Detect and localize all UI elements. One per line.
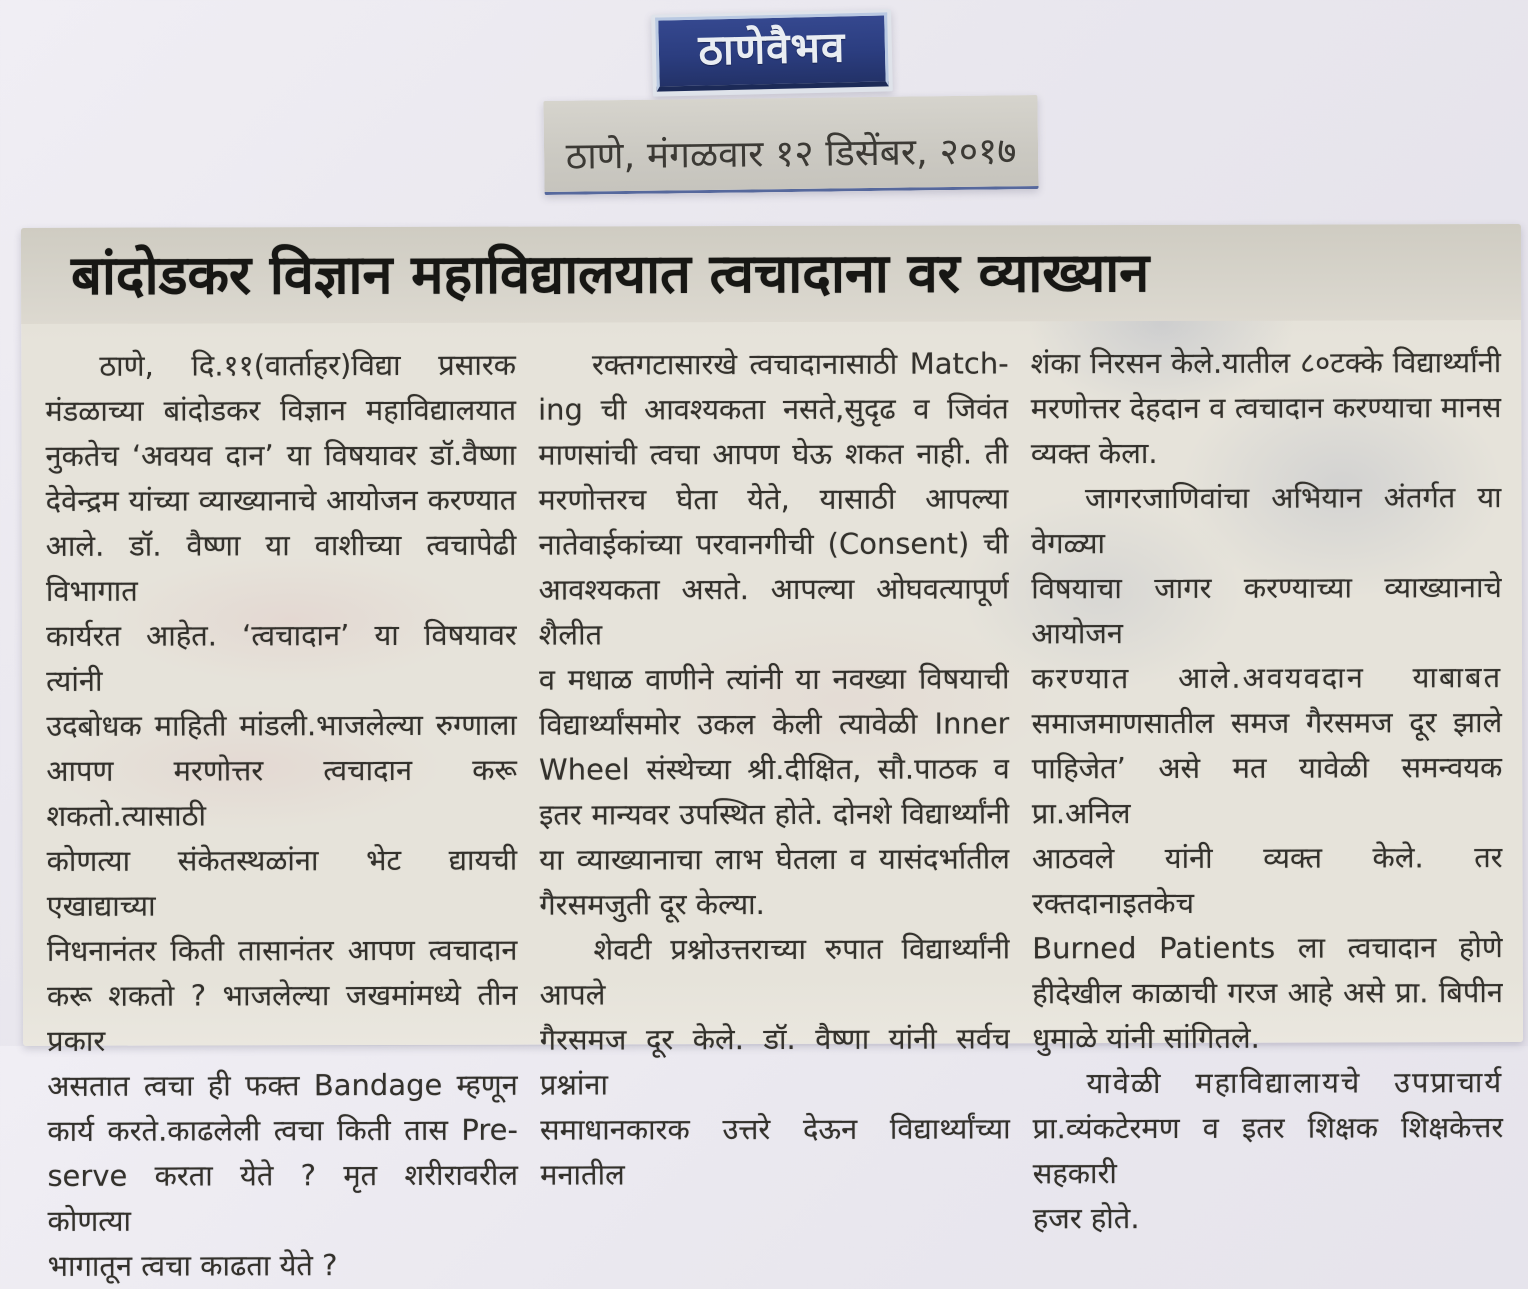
text-line: धुमाळे यांनी सांगितले. bbox=[1032, 1020, 1260, 1056]
text-line: रक्तगटासारखे त्वचादानासाठी Match- bbox=[591, 346, 1009, 382]
text-line: करण्यात आले.अवयवदान याबाबत bbox=[1031, 660, 1503, 696]
text-line: उदबोधक माहिती मांडली.भाजलेल्या रुग्णाला bbox=[46, 707, 517, 743]
text-line: गैरसमज दूर केले. डॉ. वैष्णा यांनी सर्वच प्रश्नांना bbox=[539, 1021, 1011, 1102]
text-line: देवेन्द्रम यांच्या व्याख्यानाचे आयोजन करण्यात bbox=[45, 482, 517, 518]
text-line: मरणोत्तरच घेता येते, यासाठी आपल्या bbox=[538, 481, 1010, 517]
text-line: Burned Patients ला त्वचादान होणे bbox=[1032, 930, 1503, 966]
dateline-clipping bbox=[543, 95, 1038, 195]
text-line: जागरजाणिवांचा अभियान अंतर्गत या वेगळ्या bbox=[1031, 480, 1502, 561]
text-line: माणसांची त्वचा आपण घेऊ शकत नाही. ती bbox=[538, 436, 1009, 472]
masthead-clipping bbox=[651, 9, 893, 96]
text-line: कार्यरत आहेत. ‘त्वचादान’ या विषयावर त्यांनी bbox=[45, 617, 517, 698]
dateline-text: ठाणे, मंगळवार १२ डिसेंबर, २०१७ bbox=[565, 129, 1017, 178]
text-line: मरणोत्तर देहदान व त्वचादान करण्याचा मानस bbox=[1030, 390, 1502, 426]
text-line: नुकतेच ‘अवयव दान’ या विषयावर डॉ.वैष्णा bbox=[45, 437, 517, 473]
text-line: कोणत्या संकेतस्थळांना भेट द्यायची एखाद्याच्या bbox=[46, 842, 518, 923]
text-line: ing ची आवश्यकता नसते,सुदृढ व जिवंत bbox=[538, 391, 1009, 427]
text-line: पाहिजेत’ असे मत यावेळी समन्वयक प्रा.अनिल bbox=[1031, 750, 1503, 831]
headline-band bbox=[21, 224, 1521, 324]
article-headline: बांदोडकर विज्ञान महाविद्यालयात त्वचादाना वर व्याख्यान bbox=[70, 241, 1150, 307]
article-column-1 bbox=[45, 343, 518, 1289]
text-line: गैरसमजुती दूर केल्या. bbox=[539, 887, 765, 922]
article-column-2 bbox=[538, 341, 1011, 1287]
text-line: आले. डॉ. वैष्णा या वाशीच्या त्वचापेढी विभागात bbox=[45, 527, 517, 608]
text-line: कार्य करते.काढलेली त्वचा किती तास Pre- bbox=[47, 1112, 519, 1148]
text-line: serve करता येते ? मृत शरीरावरील कोणत्या bbox=[47, 1157, 519, 1238]
masthead-logo bbox=[655, 12, 889, 91]
text-line: विषयाचा जागर करण्याच्या व्याख्यानाचे आयोजन bbox=[1031, 570, 1502, 651]
text-line: व्यक्त केला. bbox=[1030, 435, 1158, 471]
text-line: भागातून त्वचा काढता येते ? bbox=[47, 1248, 338, 1283]
text-line: समाधानकारक उत्तरे देऊन विद्यार्थ्यांच्या मनातील bbox=[539, 1111, 1011, 1192]
text-line: हजर होते. bbox=[1032, 1201, 1140, 1236]
text-line: आवश्यकता असते. आपल्या ओघवत्यापूर्ण शैलीत bbox=[538, 571, 1010, 652]
text-line: इतर मान्यवर उपस्थित होते. दोनशे विद्यार्थ्यांनी bbox=[539, 796, 1010, 832]
text-line: हीदेखील काळाची गरज आहे असे प्रा. बिपीन bbox=[1032, 975, 1503, 1011]
text-line: असतात त्वचा ही फक्त Bandage म्हणून bbox=[47, 1067, 518, 1103]
text-line: मंडळाच्या बांदोडकर विज्ञान महाविद्यालयात bbox=[45, 392, 517, 428]
text-line: निधनानंतर किती तासानंतर आपण त्वचादान bbox=[46, 932, 518, 968]
text-line: यावेळी महाविद्यालायचे उपप्राचार्य bbox=[1086, 1065, 1504, 1101]
text-line: प्रा.व्यंकटेरमण व इतर शिक्षक शिक्षकेत्तर सहकारी bbox=[1032, 1110, 1504, 1191]
masthead-title: ठाणेवैभव bbox=[697, 22, 846, 75]
text-line: व मधाळ वाणीने त्यांनी या नवख्या विषयाची bbox=[538, 661, 1010, 697]
text-line: ठाणे, दि.११(वार्ताहर)विद्या प्रसारक bbox=[99, 347, 517, 383]
text-line: आठवले यांनी व्यक्त केले. तर रक्तदानाइतकेच bbox=[1031, 840, 1503, 921]
article-clipping bbox=[21, 224, 1523, 1283]
text-line: करू शकतो ? भाजलेल्या जखमांमध्ये तीन प्रकार bbox=[46, 977, 518, 1058]
text-line: Wheel संस्थेच्या श्री.दीक्षित, सौ.पाठक व bbox=[538, 751, 1010, 787]
text-line: समाजमाणसातील समज गैरसमज दूर झाले bbox=[1031, 705, 1503, 741]
text-line: या व्याख्यानाचा लाभ घेतला व यासंदर्भातील bbox=[539, 841, 1010, 877]
text-line: शंका निरसन केले.यातील ८०टक्के विद्यार्थ्यांनी bbox=[1030, 345, 1502, 381]
text-line: विद्यार्थ्यांसमोर उकल केली त्यावेळी Inner bbox=[538, 706, 1010, 742]
article-body bbox=[21, 320, 1524, 1289]
article-column-3 bbox=[1031, 340, 1504, 1286]
text-line: आपण मरणोत्तर त्वचादान करू शकतो.त्यासाठी bbox=[46, 752, 518, 833]
text-line: नातेवाईकांच्या परवानगीची (Consent) ची bbox=[538, 526, 1010, 562]
text-line: शेवटी प्रश्नोउत्तराच्या रुपात विद्यार्थ्यांनी आपले bbox=[539, 931, 1011, 1012]
